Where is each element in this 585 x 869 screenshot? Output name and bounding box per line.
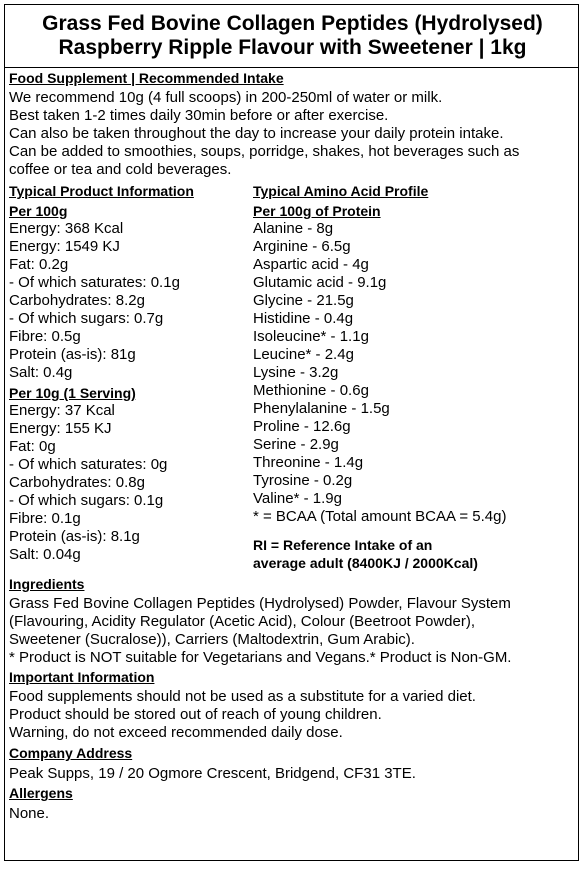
ingredients-line: Sweetener (Sucralose)), Carriers (Maltodextrin, Gum Arabic). [9, 631, 415, 648]
title-divider [4, 67, 579, 68]
product-title-line-1: Grass Fed Bovine Collagen Peptides (Hydrolysed) [42, 12, 543, 35]
nutrition-row: Energy: 37 Kcal [9, 402, 115, 419]
important-line: Food supplements should not be used as a substitute for a varied diet. [9, 688, 476, 705]
amino-row: Valine* - 1.9g [253, 490, 342, 507]
company-address: Peak Supps, 19 / 20 Ogmore Crescent, Bridgend, CF31 3TE. [9, 765, 416, 782]
important-line: Warning, do not exceed recommended daily dose. [9, 724, 343, 741]
ingredients-line: (Flavouring, Acidity Regulator (Acetic Acid), Colour (Beetroot Powder), [9, 613, 476, 630]
nutrition-row: Fibre: 0.1g [9, 510, 81, 527]
amino-row: Arginine - 6.5g [253, 238, 351, 255]
nutrition-row: Fibre: 0.5g [9, 328, 81, 345]
intake-line: Best taken 1-2 times daily 30min before or after exercise. [9, 107, 389, 124]
nutrition-row: Protein (as-is): 8.1g [9, 528, 140, 545]
intake-line: Can be added to smoothies, soups, porridge, shakes, hot beverages such as [9, 143, 520, 160]
nutrition-row: - Of which saturates: 0.1g [9, 274, 180, 291]
product-info-heading: Typical Product Information [9, 183, 194, 199]
reference-intake-note: average adult (8400KJ / 2000Kcal) [253, 555, 478, 571]
intake-line: coffee or tea and cold beverages. [9, 161, 232, 178]
amino-row: Methionine - 0.6g [253, 382, 369, 399]
nutrition-row: Salt: 0.4g [9, 364, 73, 381]
amino-row: Threonine - 1.4g [253, 454, 364, 471]
allergens-value: None. [9, 805, 50, 822]
suitability-note: * Product is NOT suitable for Vegetarians and Vegans.* Product is Non-GM. [9, 649, 512, 666]
per-100g-heading: Per 100g [9, 203, 68, 219]
intake-line: We recommend 10g (4 full scoops) in 200-250ml of water or milk. [9, 89, 443, 106]
amino-row: Proline - 12.6g [253, 418, 351, 435]
product-title-line-2: Raspberry Ripple Flavour with Sweetener | 1kg [58, 36, 527, 59]
nutrition-row: Energy: 368 Kcal [9, 220, 124, 237]
amino-row: Aspartic acid - 4g [253, 256, 369, 273]
amino-row: Glycine - 21.5g [253, 292, 354, 309]
intake-heading: Food Supplement | Recommended Intake [9, 70, 284, 86]
amino-row: Alanine - 8g [253, 220, 334, 237]
intake-line: Can also be taken throughout the day to increase your daily protein intake. [9, 125, 504, 142]
nutrition-row: Energy: 1549 KJ [9, 238, 120, 255]
ingredients-line: Grass Fed Bovine Collagen Peptides (Hydrolysed) Powder, Flavour System [9, 595, 511, 612]
nutrition-row: - Of which saturates: 0g [9, 456, 168, 473]
amino-row: Glutamic acid - 9.1g [253, 274, 387, 291]
company-heading: Company Address [9, 745, 133, 761]
ingredients-heading: Ingredients [9, 576, 85, 592]
per-10g-heading: Per 10g (1 Serving) [9, 385, 136, 401]
nutrition-row: Energy: 155 KJ [9, 420, 112, 437]
amino-heading: Typical Amino Acid Profile [253, 183, 429, 199]
amino-row: Lysine - 3.2g [253, 364, 339, 381]
reference-intake-note: RI = Reference Intake of an [253, 537, 433, 553]
amino-row: Phenylalanine - 1.5g [253, 400, 390, 417]
amino-row: Leucine* - 2.4g [253, 346, 354, 363]
amino-row: Serine - 2.9g [253, 436, 339, 453]
amino-acid-column [253, 182, 573, 572]
important-heading: Important Information [9, 669, 155, 685]
nutrition-row: - Of which sugars: 0.7g [9, 310, 164, 327]
amino-row: Histidine - 0.4g [253, 310, 354, 327]
amino-row: Isoleucine* - 1.1g [253, 328, 369, 345]
nutrition-row: Carbohydrates: 8.2g [9, 292, 145, 309]
nutrition-row: - Of which sugars: 0.1g [9, 492, 164, 509]
nutrition-row: Carbohydrates: 0.8g [9, 474, 145, 491]
allergens-heading: Allergens [9, 785, 73, 801]
nutrition-row: Salt: 0.04g [9, 546, 81, 563]
bcaa-note: * = BCAA (Total amount BCAA = 5.4g) [253, 508, 507, 525]
nutrition-row: Fat: 0.2g [9, 256, 69, 273]
nutrition-row: Fat: 0g [9, 438, 56, 455]
nutrition-row: Protein (as-is): 81g [9, 346, 136, 363]
important-line: Product should be stored out of reach of young children. [9, 706, 382, 723]
amino-per-100g-heading: Per 100g of Protein [253, 203, 381, 219]
product-information-column [9, 182, 239, 564]
amino-row: Tyrosine - 0.2g [253, 472, 353, 489]
